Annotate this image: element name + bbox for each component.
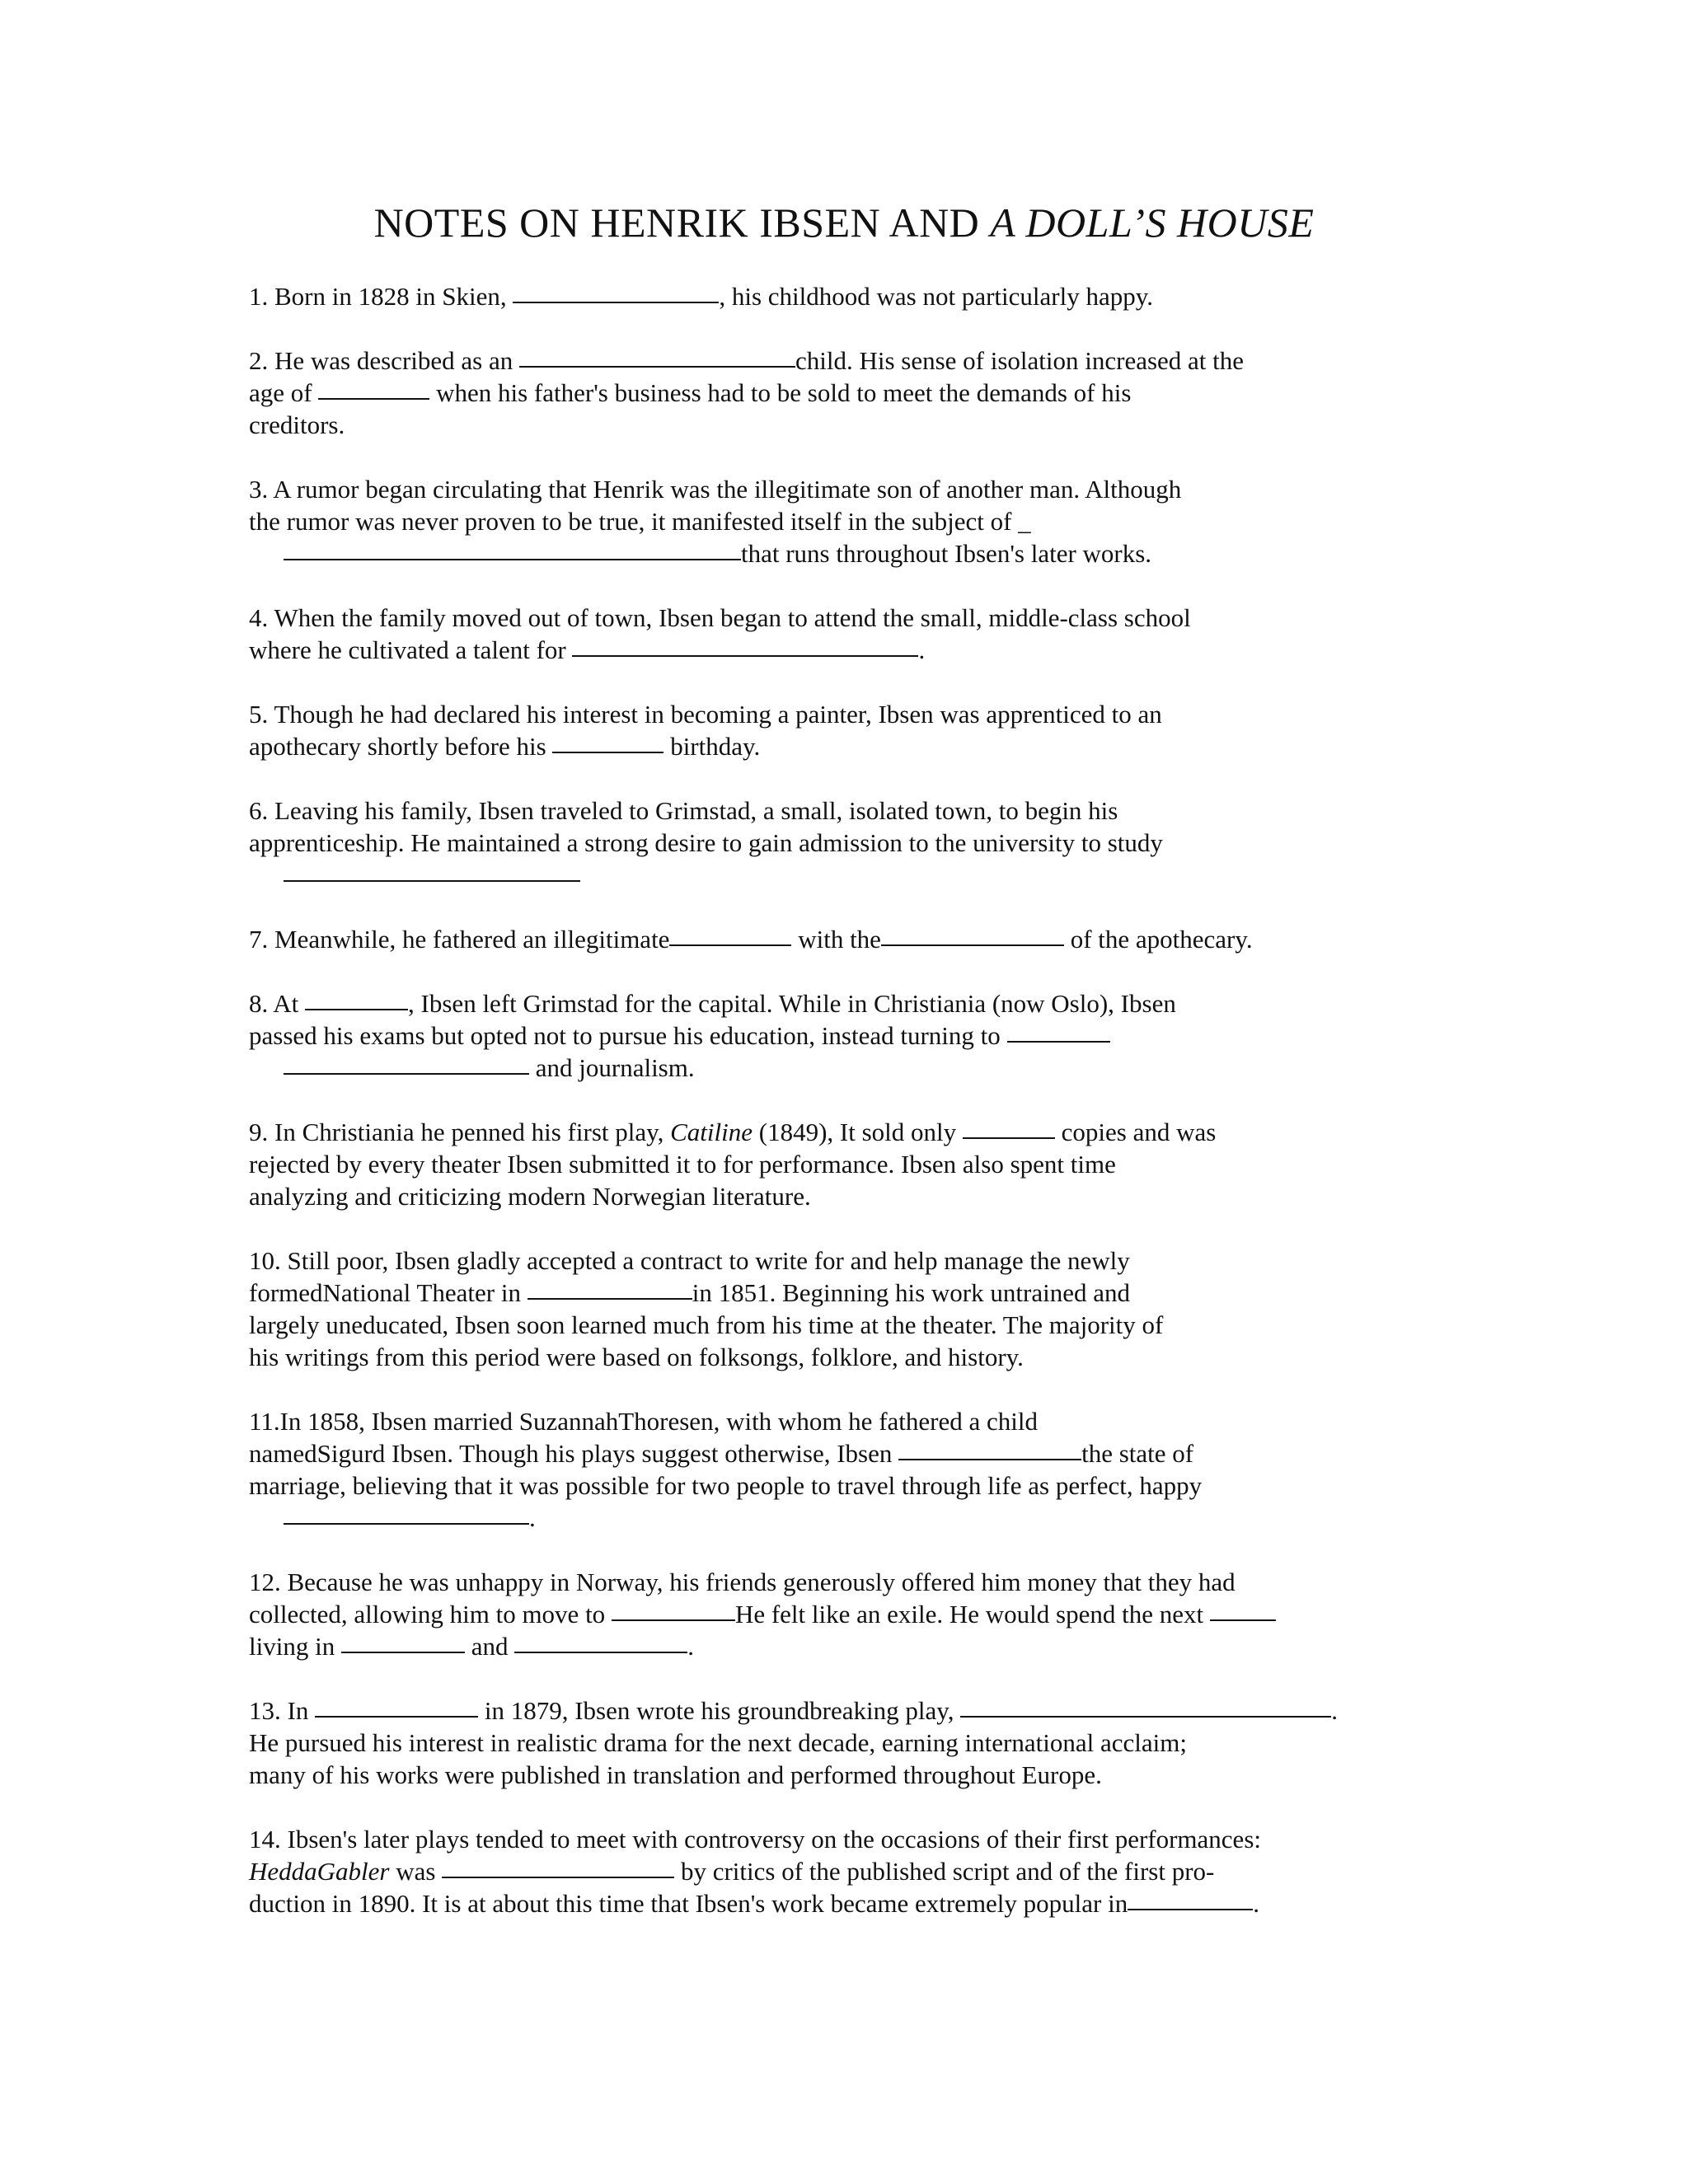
- question-5: [249, 698, 1452, 762]
- question-line: [249, 1502, 1452, 1534]
- question-11: [249, 1405, 1452, 1534]
- question-line: [249, 1277, 1452, 1309]
- question-text: 11.In 1858, Ibsen married SuzannahThoresen, with whom he fathered a child: [249, 1407, 1038, 1436]
- question-12: [249, 1566, 1452, 1662]
- answer-blank[interactable]: [442, 1877, 674, 1878]
- answer-blank[interactable]: [1128, 1909, 1253, 1910]
- answer-blank[interactable]: [315, 1716, 478, 1718]
- question-text: 3. A rumor began circulating that Henrik was the illegitimate son of another man. Although: [249, 475, 1182, 504]
- question-text: 1. Born in 1828 in Skien,: [249, 282, 513, 311]
- question-line: [249, 1180, 1452, 1212]
- question-text: duction in 1890. It is at about this time that Ibsen's work became extremely popular in: [249, 1889, 1128, 1918]
- question-text: .: [529, 1503, 536, 1532]
- question-text: .: [1331, 1696, 1338, 1725]
- question-line: [249, 377, 1452, 409]
- question-10: [249, 1244, 1452, 1373]
- question-9: [249, 1116, 1452, 1212]
- question-text: analyzing and criticizing modern Norwegian literature.: [249, 1182, 811, 1211]
- question-text: child. His sense of isolation increased at the: [795, 346, 1245, 375]
- question-text: birthday.: [663, 732, 761, 761]
- question-line: [249, 1244, 1452, 1277]
- question-line: [249, 1598, 1452, 1630]
- question-line: [249, 409, 1452, 441]
- question-line: [249, 1887, 1452, 1919]
- title-text: NOTES ON HENRIK IBSEN AND: [373, 199, 991, 246]
- question-line: [249, 1694, 1452, 1727]
- question-text: 10. Still poor, Ibsen gladly accepted a contract to write for and help manage the newly: [249, 1246, 1130, 1275]
- question-text: apothecary shortly before his: [249, 732, 553, 761]
- question-text: was: [389, 1857, 443, 1886]
- question-text: 12. Because he was unhappy in Norway, his friends generously offered him money that they had: [249, 1568, 1236, 1596]
- question-line: [249, 1566, 1452, 1598]
- answer-blank[interactable]: [284, 880, 580, 882]
- question-text: that runs throughout Ibsen's later works.: [741, 539, 1152, 568]
- question-text: He felt like an exile. He would spend the next: [734, 1600, 1210, 1629]
- question-13: [249, 1694, 1452, 1791]
- play-title: HeddaGabler: [249, 1857, 390, 1886]
- question-line: [249, 1341, 1452, 1373]
- question-line: [249, 827, 1452, 859]
- question-text: passed his exams but opted not to pursue his education, instead turning to: [249, 1021, 1007, 1050]
- question-text: 8. At: [249, 989, 306, 1018]
- question-line: [249, 505, 1452, 537]
- answer-blank[interactable]: [341, 1652, 465, 1653]
- question-text: where he cultivated a talent for: [249, 635, 573, 664]
- question-8: [249, 987, 1452, 1084]
- question-line: [249, 730, 1452, 762]
- question-line: [249, 1855, 1452, 1887]
- question-line: [249, 1823, 1452, 1855]
- question-text: .: [918, 635, 926, 664]
- question-text: in 1879, Ibsen wrote his groundbreaking play,: [478, 1696, 961, 1725]
- question-line: [249, 923, 1452, 955]
- question-text: namedSigurd Ibsen. Though his plays suggest otherwise, Ibsen: [249, 1439, 899, 1468]
- question-text: the state of: [1081, 1439, 1194, 1468]
- question-4: [249, 602, 1452, 666]
- question-text: copies and was: [1054, 1118, 1217, 1146]
- question-text: apprenticeship. He maintained a strong desire to gain admission to the university to study: [249, 828, 1163, 857]
- question-text: largely uneducated, Ibsen soon learned much from his time at the theater. The majority of: [249, 1310, 1164, 1339]
- question-line: [249, 1309, 1452, 1341]
- question-line: [249, 1052, 1452, 1084]
- question-text: (1849), It sold only: [753, 1118, 963, 1146]
- question-text: and journalism.: [529, 1053, 695, 1082]
- question-line: [249, 602, 1452, 634]
- answer-blank[interactable]: [669, 944, 791, 946]
- answer-blank[interactable]: [963, 1137, 1055, 1139]
- question-line: [249, 794, 1452, 827]
- question-text: when his father's business had to be sold to meet the demands of his: [429, 378, 1132, 407]
- question-line: [249, 634, 1452, 666]
- question-line: [249, 537, 1452, 569]
- question-line: [249, 1759, 1452, 1791]
- question-text: in 1851. Beginning his work untrained and: [692, 1278, 1130, 1307]
- answer-blank[interactable]: [519, 366, 795, 368]
- question-text: .: [1253, 1889, 1259, 1918]
- question-text: 13. In: [249, 1696, 316, 1725]
- question-line: [249, 1405, 1452, 1437]
- answer-blank[interactable]: [960, 1716, 1331, 1718]
- question-line: [249, 698, 1452, 730]
- question-text: 14. Ibsen's later plays tended to meet with controversy on the occasions of their first performances:: [249, 1825, 1261, 1854]
- question-text: 5. Though he had declared his interest in becoming a painter, Ibsen was apprenticed to an: [249, 700, 1162, 729]
- question-text: his writings from this period were based on folksongs, folklore, and history.: [249, 1343, 1024, 1371]
- answer-blank[interactable]: [528, 1298, 692, 1300]
- question-text: living in: [249, 1632, 341, 1661]
- question-line: [249, 1727, 1452, 1759]
- question-text: and: [464, 1632, 515, 1661]
- question-text: formedNational Theater in: [249, 1278, 528, 1307]
- question-text: rejected by every theater Ibsen submitted it to for performance. Ibsen also spent time: [249, 1150, 1116, 1179]
- question-3: [249, 473, 1452, 569]
- question-text: the rumor was never proven to be true, it manifested itself in the subject of _: [249, 507, 1031, 536]
- page-title: [0, 198, 1688, 247]
- question-text: by critics of the published script and of the first pro-: [674, 1857, 1215, 1886]
- question-text: , his childhood was not particularly happy.: [719, 282, 1153, 311]
- question-line: [249, 1116, 1452, 1148]
- question-line: [249, 1148, 1452, 1180]
- question-6: [249, 794, 1452, 891]
- question-text: of the apothecary.: [1063, 925, 1253, 954]
- question-text: 7. Meanwhile, he fathered an illegitimate: [249, 925, 670, 954]
- question-line: [249, 1437, 1452, 1469]
- question-14: [249, 1823, 1452, 1919]
- answer-blank[interactable]: [552, 752, 663, 753]
- answer-blank[interactable]: [612, 1619, 735, 1621]
- question-text: collected, allowing him to move to: [249, 1600, 612, 1629]
- answer-blank[interactable]: [284, 1523, 529, 1525]
- question-line: [249, 1630, 1452, 1662]
- answer-blank[interactable]: [881, 944, 1064, 946]
- answer-blank[interactable]: [513, 302, 719, 303]
- question-line: [249, 987, 1452, 1019]
- question-text: 9. In Christiania he penned his first play,: [249, 1118, 671, 1146]
- answer-blank[interactable]: [284, 559, 741, 560]
- answer-blank[interactable]: [318, 398, 429, 400]
- answer-blank[interactable]: [1210, 1619, 1276, 1621]
- question-line: [249, 1019, 1452, 1052]
- question-list: [249, 280, 1452, 1952]
- answer-blank[interactable]: [572, 655, 918, 657]
- question-text: age of: [249, 378, 319, 407]
- answer-blank[interactable]: [1007, 1041, 1110, 1043]
- question-text: 6. Leaving his family, Ibsen traveled to Grimstad, a small, isolated town, to begin his: [249, 796, 1118, 825]
- question-text: many of his works were published in translation and performed throughout Europe.: [249, 1760, 1102, 1789]
- question-7: [249, 923, 1452, 955]
- question-text: 2. He was described as an: [249, 346, 519, 375]
- question-text: 4. When the family moved out of town, Ibsen began to attend the small, middle-class school: [249, 603, 1191, 632]
- question-text: He pursued his interest in realistic drama for the next decade, earning international acclaim;: [249, 1728, 1187, 1757]
- title-italic-text: A DOLL’S HOUSE: [990, 199, 1315, 246]
- question-line: [249, 473, 1452, 505]
- question-text: , Ibsen left Grimstad for the capital. While in Christiania (now Oslo), Ibsen: [408, 989, 1176, 1018]
- answer-blank[interactable]: [514, 1652, 687, 1653]
- question-line: [249, 344, 1452, 377]
- answer-blank[interactable]: [898, 1459, 1081, 1460]
- question-text: creditors.: [249, 410, 345, 439]
- answer-blank[interactable]: [305, 1009, 408, 1010]
- answer-blank[interactable]: [284, 1073, 529, 1075]
- question-line: [249, 1469, 1452, 1502]
- question-line: [249, 280, 1452, 312]
- question-text: with the: [791, 925, 881, 954]
- question-1: [249, 280, 1452, 312]
- question-text: .: [687, 1632, 694, 1661]
- question-2: [249, 344, 1452, 441]
- question-text: marriage, believing that it was possible for two people to travel through life as perfect, happy: [249, 1471, 1203, 1500]
- play-title: Catiline: [670, 1118, 753, 1146]
- question-line: [249, 859, 1452, 891]
